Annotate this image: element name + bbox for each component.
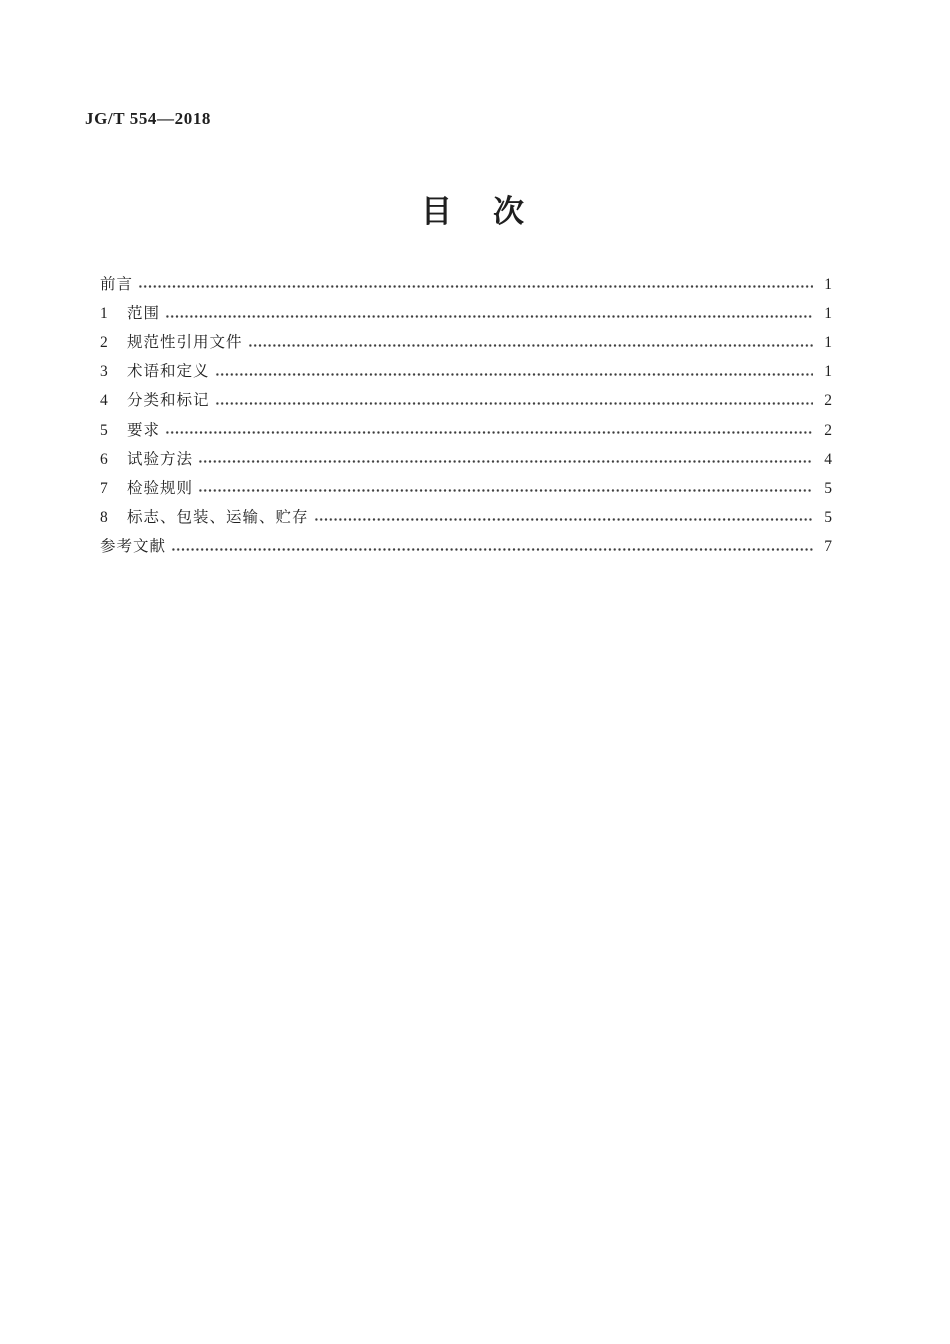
toc-entry-page: 1 xyxy=(824,275,832,293)
standard-number: JG/T 554—2018 xyxy=(85,109,212,128)
toc-entry-label: 分类和标记 xyxy=(127,392,210,410)
toc-entry xyxy=(100,328,832,357)
toc-entry-label: 规范性引用文件 xyxy=(127,334,243,352)
toc-entry-label: 试验方法 xyxy=(127,450,194,468)
dot-leader-icon xyxy=(165,299,813,328)
toc-entry-label: 标志、包装、运输、贮存 xyxy=(127,508,309,526)
toc-entry-number: 5 xyxy=(100,421,108,439)
toc-entry-page: 5 xyxy=(824,508,832,526)
toc-entry-label: 要求 xyxy=(127,421,161,439)
toc-entry-label: 参考文献 xyxy=(100,538,167,556)
toc-list xyxy=(100,270,832,561)
toc-entry xyxy=(100,474,832,503)
toc-entry xyxy=(100,416,832,445)
toc-entry-label: 检验规则 xyxy=(127,479,194,497)
toc-entry xyxy=(100,299,832,328)
toc-entry xyxy=(100,532,832,561)
toc-entry-number: 3 xyxy=(100,363,108,381)
toc-entry-number: 7 xyxy=(100,479,108,497)
toc-entry-page: 5 xyxy=(824,479,832,497)
dot-leader-icon xyxy=(248,328,813,357)
toc-entry-number: 4 xyxy=(100,392,108,410)
dot-leader-icon xyxy=(198,474,813,503)
dot-leader-icon xyxy=(215,357,813,386)
toc-title: 目 次 xyxy=(421,194,529,229)
toc-entry-label: 术语和定义 xyxy=(127,363,210,381)
dot-leader-icon xyxy=(165,416,813,445)
toc-entry-page: 7 xyxy=(824,538,832,556)
toc-entry xyxy=(100,445,832,474)
dot-leader-icon xyxy=(171,532,813,561)
toc-entry xyxy=(100,357,832,386)
toc-entry-label: 范围 xyxy=(127,304,161,322)
toc-entry-label: 前言 xyxy=(100,275,134,293)
toc-entry-page: 2 xyxy=(824,392,832,410)
toc-entry-page: 1 xyxy=(824,304,832,322)
toc-entry-number: 8 xyxy=(100,508,108,526)
toc-entry xyxy=(100,387,832,416)
toc-entry-number: 1 xyxy=(100,304,108,322)
dot-leader-icon xyxy=(138,270,813,299)
toc-entry xyxy=(100,503,832,532)
dot-leader-icon xyxy=(215,387,813,416)
toc-entry-number: 2 xyxy=(100,334,108,352)
toc-entry-page: 1 xyxy=(824,334,832,352)
toc-entry-number: 6 xyxy=(100,450,108,468)
toc-entry-page: 1 xyxy=(824,363,832,381)
dot-leader-icon xyxy=(198,445,813,474)
toc-entry-page: 2 xyxy=(824,421,832,439)
toc-entry xyxy=(100,270,832,299)
dot-leader-icon xyxy=(314,503,813,532)
toc-entry-page: 4 xyxy=(824,450,832,468)
